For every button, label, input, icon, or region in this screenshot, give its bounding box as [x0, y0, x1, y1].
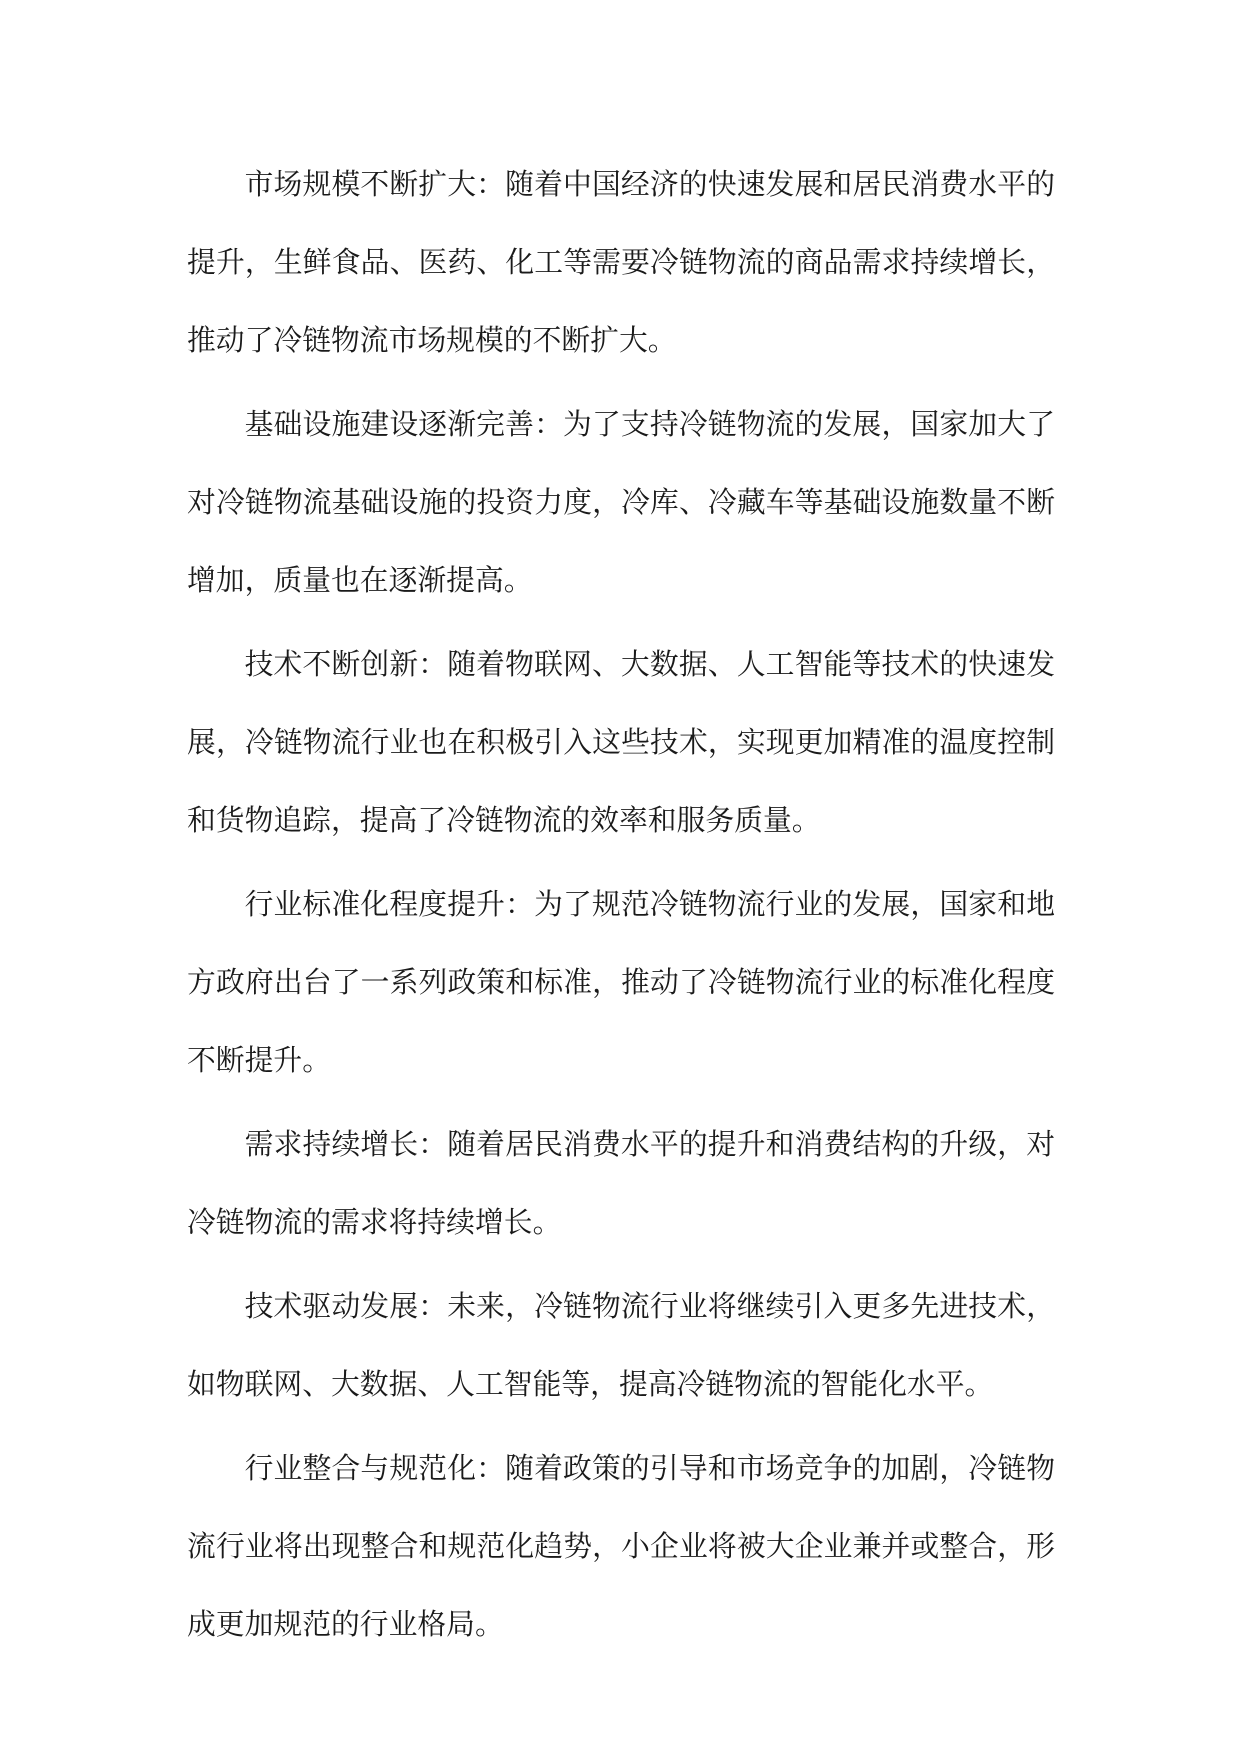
paragraph-consolidation: 行业整合与规范化：随着政策的引导和市场竞争的加剧，冷链物流行业将出现整合和规范化趋势，小企业将被大企业兼并或整合，形成更加规范的行业格局。 [187, 1451, 1055, 1641]
paragraph-market-scale: 市场规模不断扩大：随着中国经济的快速发展和居民消费水平的提升，生鲜食品、医药、化工等需要冷链物流的商品需求持续增长，推动了冷链物流市场规模的不断扩大。 [187, 167, 1055, 357]
paragraph-tech-innovation: 技术不断创新：随着物联网、大数据、人工智能等技术的快速发展，冷链物流行业也在积极引入这些技术，实现更加精准的温度控制和货物追踪，提高了冷链物流的效率和服务质量。 [187, 647, 1055, 837]
paragraph-tech-driven: 技术驱动发展：未来，冷链物流行业将继续引入更多先进技术，如物联网、大数据、人工智能等，提高冷链物流的智能化水平。 [187, 1289, 1055, 1401]
paragraph-standardization: 行业标准化程度提升：为了规范冷链物流行业的发展，国家和地方政府出台了一系列政策和标准，推动了冷链物流行业的标准化程度不断提升。 [187, 887, 1055, 1077]
document-body [187, 145, 1055, 1669]
paragraph-demand-growth: 需求持续增长：随着居民消费水平的提升和消费结构的升级，对冷链物流的需求将持续增长。 [187, 1127, 1055, 1239]
paragraph-infrastructure: 基础设施建设逐渐完善：为了支持冷链物流的发展，国家加大了对冷链物流基础设施的投资力度，冷库、冷藏车等基础设施数量不断增加，质量也在逐渐提高。 [187, 407, 1055, 597]
